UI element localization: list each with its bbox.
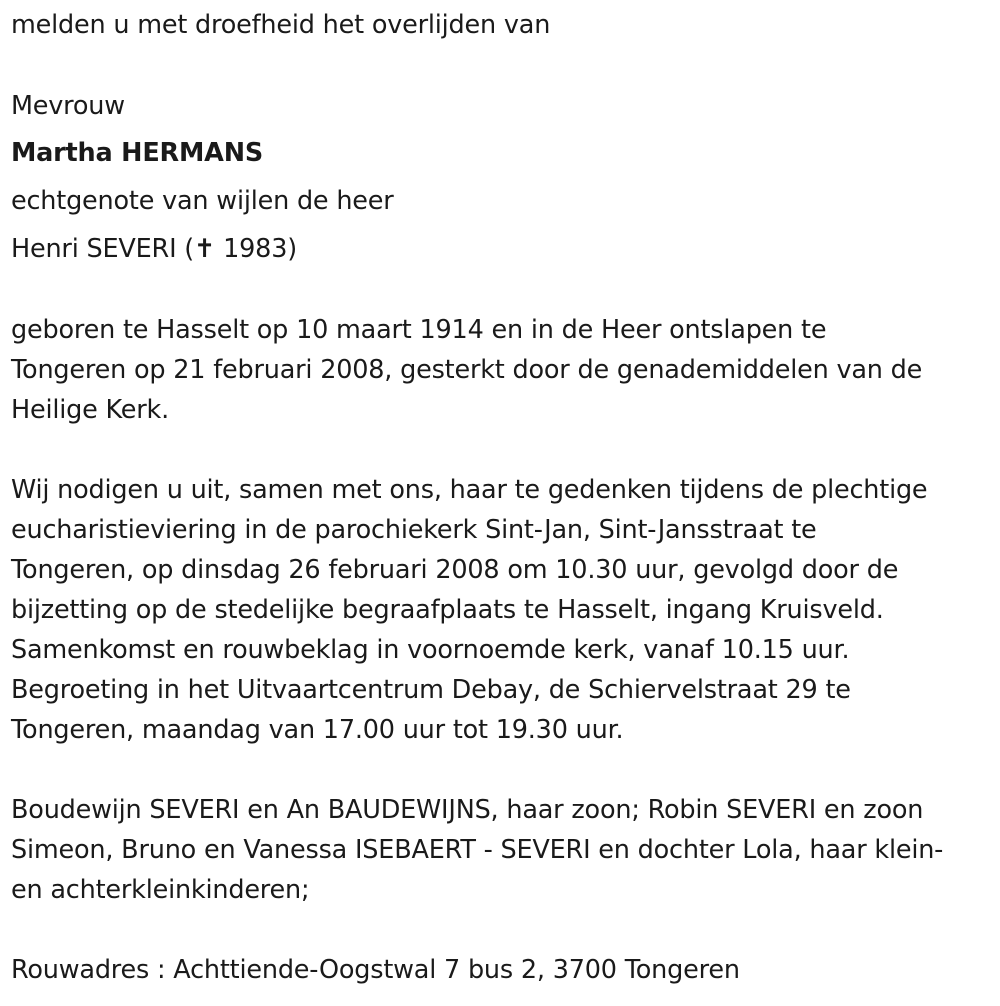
- paragraph-line: Boudewijn SEVERI en An BAUDEWIJNS, haar zoon; Robin SEVERI en zoon: [11, 795, 924, 825]
- paragraph-line: Begroeting in het Uitvaartcentrum Debay, de Schiervelstraat 29 te: [11, 675, 851, 705]
- salutation: Mevrouw: [11, 91, 125, 121]
- deceased-name: Martha HERMANS: [11, 138, 264, 168]
- intro-text: melden u met droefheid het overlijden van: [11, 10, 551, 40]
- paragraph-line: Wij nodigen u uit, samen met ons, haar te gedenken tijdens de plechtige: [11, 475, 928, 505]
- paragraph-line: Samenkomst en rouwbeklag in voornoemde kerk, vanaf 10.15 uur.: [11, 635, 850, 665]
- paragraph-line: Tongeren op 21 februari 2008, gesterkt door de genademiddelen van de: [11, 355, 923, 385]
- paragraph-line: bijzetting op de stedelijke begraafplaats te Hasselt, ingang Kruisveld.: [11, 595, 884, 625]
- paragraph-line: Tongeren, op dinsdag 26 februari 2008 om 10.30 uur, gevolgd door de: [11, 555, 899, 585]
- paragraph-line: en achterkleinkinderen;: [11, 875, 310, 905]
- paragraph-line: eucharistieviering in de parochiekerk Sint-Jan, Sint-Jansstraat te: [11, 515, 817, 545]
- mourning-address: Rouwadres : Achttiende-Oogstwal 7 bus 2, 3700 Tongeren: [11, 955, 740, 985]
- paragraph-line: geboren te Hasselt op 10 maart 1914 en in de Heer ontslapen te: [11, 315, 827, 345]
- paragraph-line: Tongeren, maandag van 17.00 uur tot 19.30 uur.: [11, 715, 624, 745]
- paragraph-line: Heilige Kerk.: [11, 395, 169, 425]
- spouse-text: Henri SEVERI (✝ 1983): [11, 234, 297, 264]
- relation-text: echtgenote van wijlen de heer: [11, 186, 394, 216]
- paragraph-line: Simeon, Bruno en Vanessa ISEBAERT - SEVERI en dochter Lola, haar klein-: [11, 835, 944, 865]
